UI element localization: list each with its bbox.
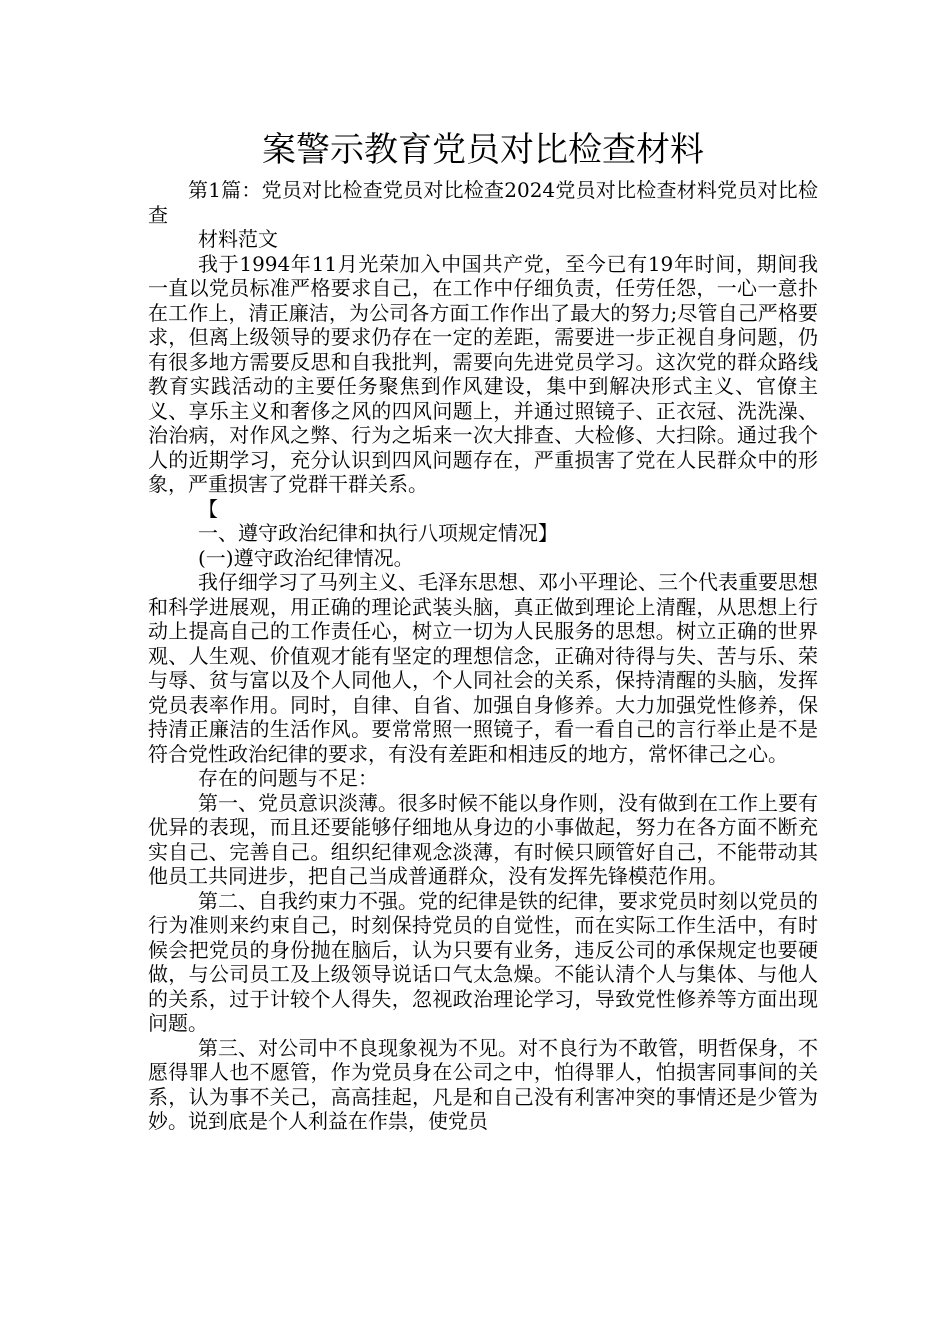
paragraph-heading-1: 第1篇：党员对比检查党员对比检查2024党员对比检查材料党员对比检查 (148, 178, 818, 227)
paragraph-intro: 我于1994年11月光荣加入中国共产党，至今已有19年时间，期间我一直以党员标准严格要求自己，在工作中仔细负责，任劳任怨，一心一意扑在工作上，清正廉洁，为公司各方面工作作出了最大的努力;尽管自己严格要求，但离上级领导的要求仍存在一定的差距，需要进一步正视自身问题，仍有很多地方需要反思和自我批判，需要向先进党员学习。这次党的群众路线教育实践活动的主要任务聚焦到作风建设，集中到解决形式主义、官僚主义、享乐主义和奢侈之风的四风问题上，并通过照镜子、正衣冠、洗洗澡、治治病，对作风之弊、行为之垢来一次大排查、大检修、大扫除。通过我个人的近期学习，充分认识到四风问题存在，严重损害了党在人民群众中的形象，严重损害了党群干群关系。 (148, 251, 818, 496)
paragraph-problem-2: 第二、自我约束力不强。党的纪律是铁的纪律，要求党员时刻以党员的行为准则来约束自己，时刻保持党员的自觉性，而在实际工作生活中，有时候会把党员的身份抛在脑后，认为只要有业务，违反公司的承保规定也要硬做，与公司员工及上级领导说话口气太急燥。不能认清个人与集体、与他人的关系，过于计较个人得失，忽视政治理论学习，导致党性修养等方面出现问题。 (148, 888, 818, 1035)
paragraph-subheading: 材料范文 (198, 227, 278, 251)
paragraph-problem-1: 第一、党员意识淡薄。很多时候不能以身作则，没有做到在工作上要有优异的表现，而且还要能够仔细地从身边的小事做起，努力在各方面不断充实自己、完善自己。组织纪律观念淡薄，有时候只顾管好自己，不能带动其他员工共同进步，把自己当成普通群众，没有发挥先锋模范作用。 (148, 790, 818, 888)
paragraph-problems-heading: 存在的问题与不足： (198, 766, 378, 790)
paragraph-subsection-heading: (一)遵守政治纪律情况。 (198, 545, 414, 570)
document-title: 案警示教育党员对比检查材料 (262, 130, 704, 170)
paragraph-body: 我仔细学习了马列主义、毛泽东思想、邓小平理论、三个代表重要思想和科学进展观，用正确的理论武装头脑，真正做到理论上清醒，从思想上行动上提高自己的工作责任心，树立一切为人民服务的思想。树立正确的世界观、人生观、价值观才能有坚定的理想信念，正确对待得与失、苦与乐、荣与辱、贫与富以及个人同他人，个人同社会的关系，保持清醒的头脑，发挥党员表率作用。同时，自律、自省、加强自身修养。大力加强党性修养，保持清正廉洁的生活作风。要常常照一照镜子，看一看自己的言行举止是不是符合党性政治纪律的要求，有没有差距和相违反的地方，常怀律己之心。 (148, 570, 818, 766)
document-page (148, 126, 818, 1134)
paragraph-problem-3: 第三、对公司中不良现象视为不见。对不良行为不敢管，明哲保身，不愿得罪人也不愿管，作为党员身在公司之中，怕得罪人，怕损害同事间的关系，认为事不关己，高高挂起，凡是和自己没有利害冲突的事情还是少管为妙。说到底是个人利益在作祟，使党员 (148, 1035, 818, 1133)
paragraph-section-heading: 一、遵守政治纪律和执行八项规定情况】 (198, 521, 558, 545)
paragraph-bracket: 【 (198, 496, 218, 521)
